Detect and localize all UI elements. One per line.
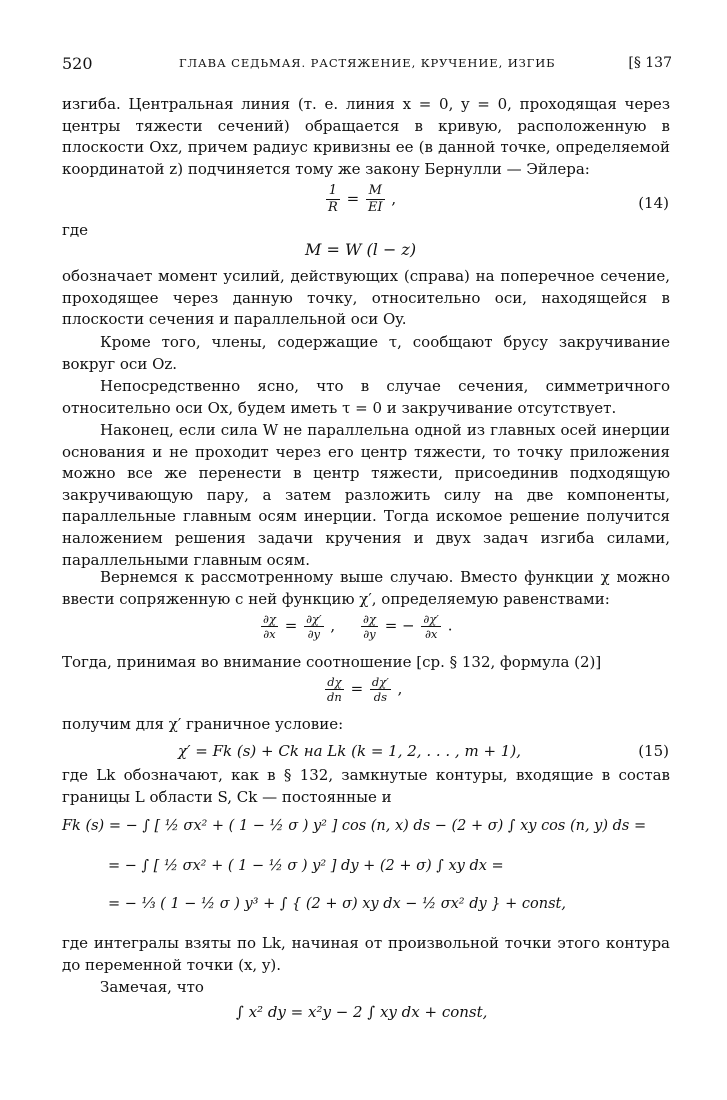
- equation-relation: $\frac{d\chi}{dn}$ = $\frac{d\chi'}{ds}$ ,: [327, 675, 403, 704]
- eq14-rhs-num: M: [368, 183, 382, 198]
- paragraph-11: Замечая, что: [100, 978, 204, 996]
- rel-a-num: dχ: [327, 675, 342, 689]
- paragraph-8: получим для χ′ граничное условие:: [62, 715, 344, 733]
- equation-final: ∫ x² dy = x²y − 2 ∫ xy dx + const,: [236, 1003, 488, 1021]
- page-number: 520: [62, 54, 93, 73]
- where-label: где: [62, 221, 88, 239]
- paragraph-10: где интегралы взяты по Lk, начиная от произвольной точки этого контура до переменной точки (x, y).: [62, 934, 670, 974]
- chapter-title: ГЛАВА СЕДЬМАЯ. РАСТЯЖЕНИЕ, КРУЧЕНИЕ, ИЗГИБ: [179, 56, 556, 70]
- eq14-lhs-den: R: [328, 200, 338, 215]
- conj-a-num: ∂χ: [263, 612, 276, 626]
- equation-fk-line-3: = − ⅓ ( 1 − ½ σ ) y³ + ∫ { (2 + σ) xy dx − ½ σx² dy } + const,: [108, 896, 566, 912]
- conj-b-den: ∂y: [304, 626, 324, 641]
- rel-b-num: dχ′: [371, 675, 389, 689]
- paragraph-3: Кроме того, члены, содержащие τ, сообщают брусу закручивание вокруг оси Oz.: [62, 333, 670, 373]
- equation-moment: M = W (l − z): [305, 240, 417, 259]
- eq14-rhs-den: EI: [367, 200, 383, 215]
- paragraph-5: Наконец, если сила W не параллельна одной из главных осей инерции основания и не проходит через его центр тяжести, то точку приложения можно все же перенести в центр тяжести, присоединив подходящую закручивающую пару, а затем разложить силу на две компоненты, параллельные главным осям инерции. Тогда искомое решение получится наложением решения задачи кручения и двух задач изгиба силами, параллельными главным осям.: [62, 421, 670, 569]
- paragraph-9: где Lk обозначают, как в § 132, замкнутые контуры, входящие в состав границы L области S, Ck — постоянные и: [62, 766, 670, 806]
- equation-14: $\frac{1}{R}$ = $\frac{M}{EI}$ ,: [328, 183, 397, 215]
- conj-c-den: ∂y: [361, 626, 378, 641]
- equation-15: χ′ = Fk (s) + Ck на Lk (k = 1, 2, . . . , m + 1),: [178, 742, 521, 760]
- paragraph-4: Непосредственно ясно, что в случае сечения, симметричного относительно оси Ox, будем иметь τ = 0 и закручивание отсутствует.: [62, 377, 670, 417]
- rel-a-den: dn: [327, 690, 342, 704]
- conj-d-num: ∂χ′: [423, 612, 439, 626]
- eq14-comma: ,: [391, 189, 397, 208]
- equation-number-14: (14): [638, 194, 669, 212]
- eq14-lhs-num: 1: [328, 183, 338, 198]
- conj-d-den: ∂x: [421, 626, 441, 641]
- conj-b-num: ∂χ′: [306, 612, 322, 626]
- running-header: [62, 54, 672, 76]
- equation-fk-line-1: Fk (s) = − ∫ [ ½ σx² + ( 1 − ½ σ ) y² ] cos (n, x) ds − (2 + σ) ∫ xy cos (n, y) ds =: [62, 818, 647, 834]
- section-ref: [§ 137: [628, 55, 672, 71]
- equation-number-15: (15): [638, 742, 669, 760]
- equation-fk-line-2: = − ∫ [ ½ σx² + ( 1 − ½ σ ) y² ] dy + (2 + σ) ∫ xy dx =: [108, 858, 504, 874]
- paragraph-2: обозначает момент усилий, действующих (справа) на поперечное сечение, проходящее через данную точку, относительно оси, находящейся в плоскости сечения и параллельной оси Oy.: [62, 267, 670, 329]
- conj-c-num: ∂χ: [363, 612, 376, 626]
- rel-b-den: ds: [370, 689, 391, 704]
- paragraph-6: Вернемся к рассмотренному выше случаю. Вместо функции χ можно ввести сопряженную с ней функцию χ′, определяемую равенствами:: [62, 568, 670, 608]
- paragraph-1: изгиба. Центральная линия (т. е. линия x = 0, y = 0, проходящая через центры тяжести сечений) обращается в кривую, расположенную в плоскости Oxz, причем радиус кривизны ее (в данной точке, определяемой координатой z) подчиняется тому же закону Бернулли — Эйлера:: [62, 95, 670, 178]
- paragraph-7: Тогда, принимая во внимание соотношение [ср. § 132, формула (2)]: [62, 653, 602, 671]
- conj-a-den: ∂x: [261, 626, 278, 641]
- equation-conjugate: $\frac{\partial\chi}{\partial x}$ = $\frac{\partial\chi'}{\partial y}$ , $\frac{\partial\chi}{\partial y}$ = − $\frac{\partial\chi'}{\partial x}$ .: [263, 612, 453, 641]
